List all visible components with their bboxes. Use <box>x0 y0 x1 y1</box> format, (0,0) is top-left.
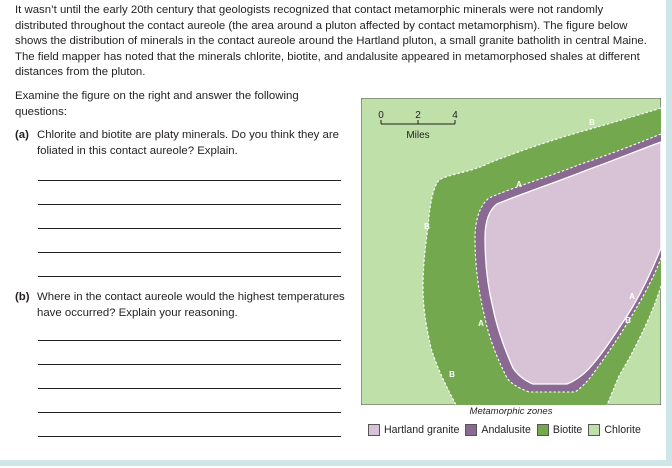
legend-label-granite: Hartland granite <box>384 424 460 436</box>
zone-label-biotite-4: B <box>449 370 455 379</box>
scale-label-2: 2 <box>415 110 421 121</box>
intro-text: It wasn’t until the early 20th century that geologists recognized that contact metamorphic minerals were not randomly distributed throughout the contact aureole (the area around a pluton affected by contact metamorphism). The figure below shows the distribution of minerals in the contact aureole around the Hartland pluton, a small granite batholith in central Maine. The field mapper has noted that the minerals chlorite, biotite, and andalusite appeared in metamorphosed shales at different distances from the pluton. <box>15 4 647 79</box>
legend-label-biotite: Biotite <box>552 424 583 436</box>
intro-paragraph <box>15 3 657 81</box>
legend-swatch-andalusite <box>465 424 477 436</box>
legend-swatch-granite <box>368 424 380 436</box>
answer-line-b1[interactable] <box>38 340 341 341</box>
contact-aureole-map <box>361 98 661 405</box>
question-a-text: Chlorite and biotite are platy minerals. Do you think they are foliated in this contact aureole? Explain. <box>37 129 340 157</box>
question-a-label: (a) <box>15 129 29 141</box>
zone-label-andalusite-1: A <box>516 180 522 189</box>
instruction-text: Examine the figure on the right and answer the following questions: <box>15 90 299 118</box>
legend-swatch-chlorite <box>588 424 600 436</box>
answer-line-a2[interactable] <box>38 204 341 205</box>
zone-label-biotite-2: B <box>424 222 430 231</box>
answer-line-b5[interactable] <box>38 436 341 437</box>
figure-caption: Metamorphic zones <box>469 406 553 417</box>
answer-line-b2[interactable] <box>38 364 341 365</box>
legend-item-granite <box>368 424 459 436</box>
legend-label-chlorite: Chlorite <box>604 424 641 436</box>
zone-label-biotite-1: B <box>589 118 595 127</box>
legend-label-andalusite: Andalusite <box>481 424 531 436</box>
answer-line-b3[interactable] <box>38 388 341 389</box>
figure-legend <box>368 424 647 436</box>
scale-label-4: 4 <box>452 110 458 121</box>
zone-label-andalusite-3: A <box>629 292 635 301</box>
question-b <box>15 290 345 321</box>
legend-item-chlorite <box>588 424 641 436</box>
scale-unit: Miles <box>406 130 430 141</box>
legend-item-andalusite <box>465 424 530 436</box>
question-b-text: Where in the contact aureole would the highest temperatures have occurred? Explain your reasoning. <box>37 291 345 319</box>
answer-line-b4[interactable] <box>38 412 341 413</box>
answer-line-a3[interactable] <box>38 228 341 229</box>
zone-label-andalusite-2: A <box>478 319 484 328</box>
answer-line-a5[interactable] <box>38 276 341 277</box>
question-a <box>15 128 345 159</box>
scale-label-0: 0 <box>378 110 384 121</box>
legend-swatch-biotite <box>537 424 549 436</box>
answer-line-a4[interactable] <box>38 252 341 253</box>
zone-label-biotite-3: B <box>625 316 631 325</box>
answer-line-a1[interactable] <box>38 180 341 181</box>
legend-item-biotite <box>537 424 582 436</box>
question-b-label: (b) <box>15 291 30 303</box>
